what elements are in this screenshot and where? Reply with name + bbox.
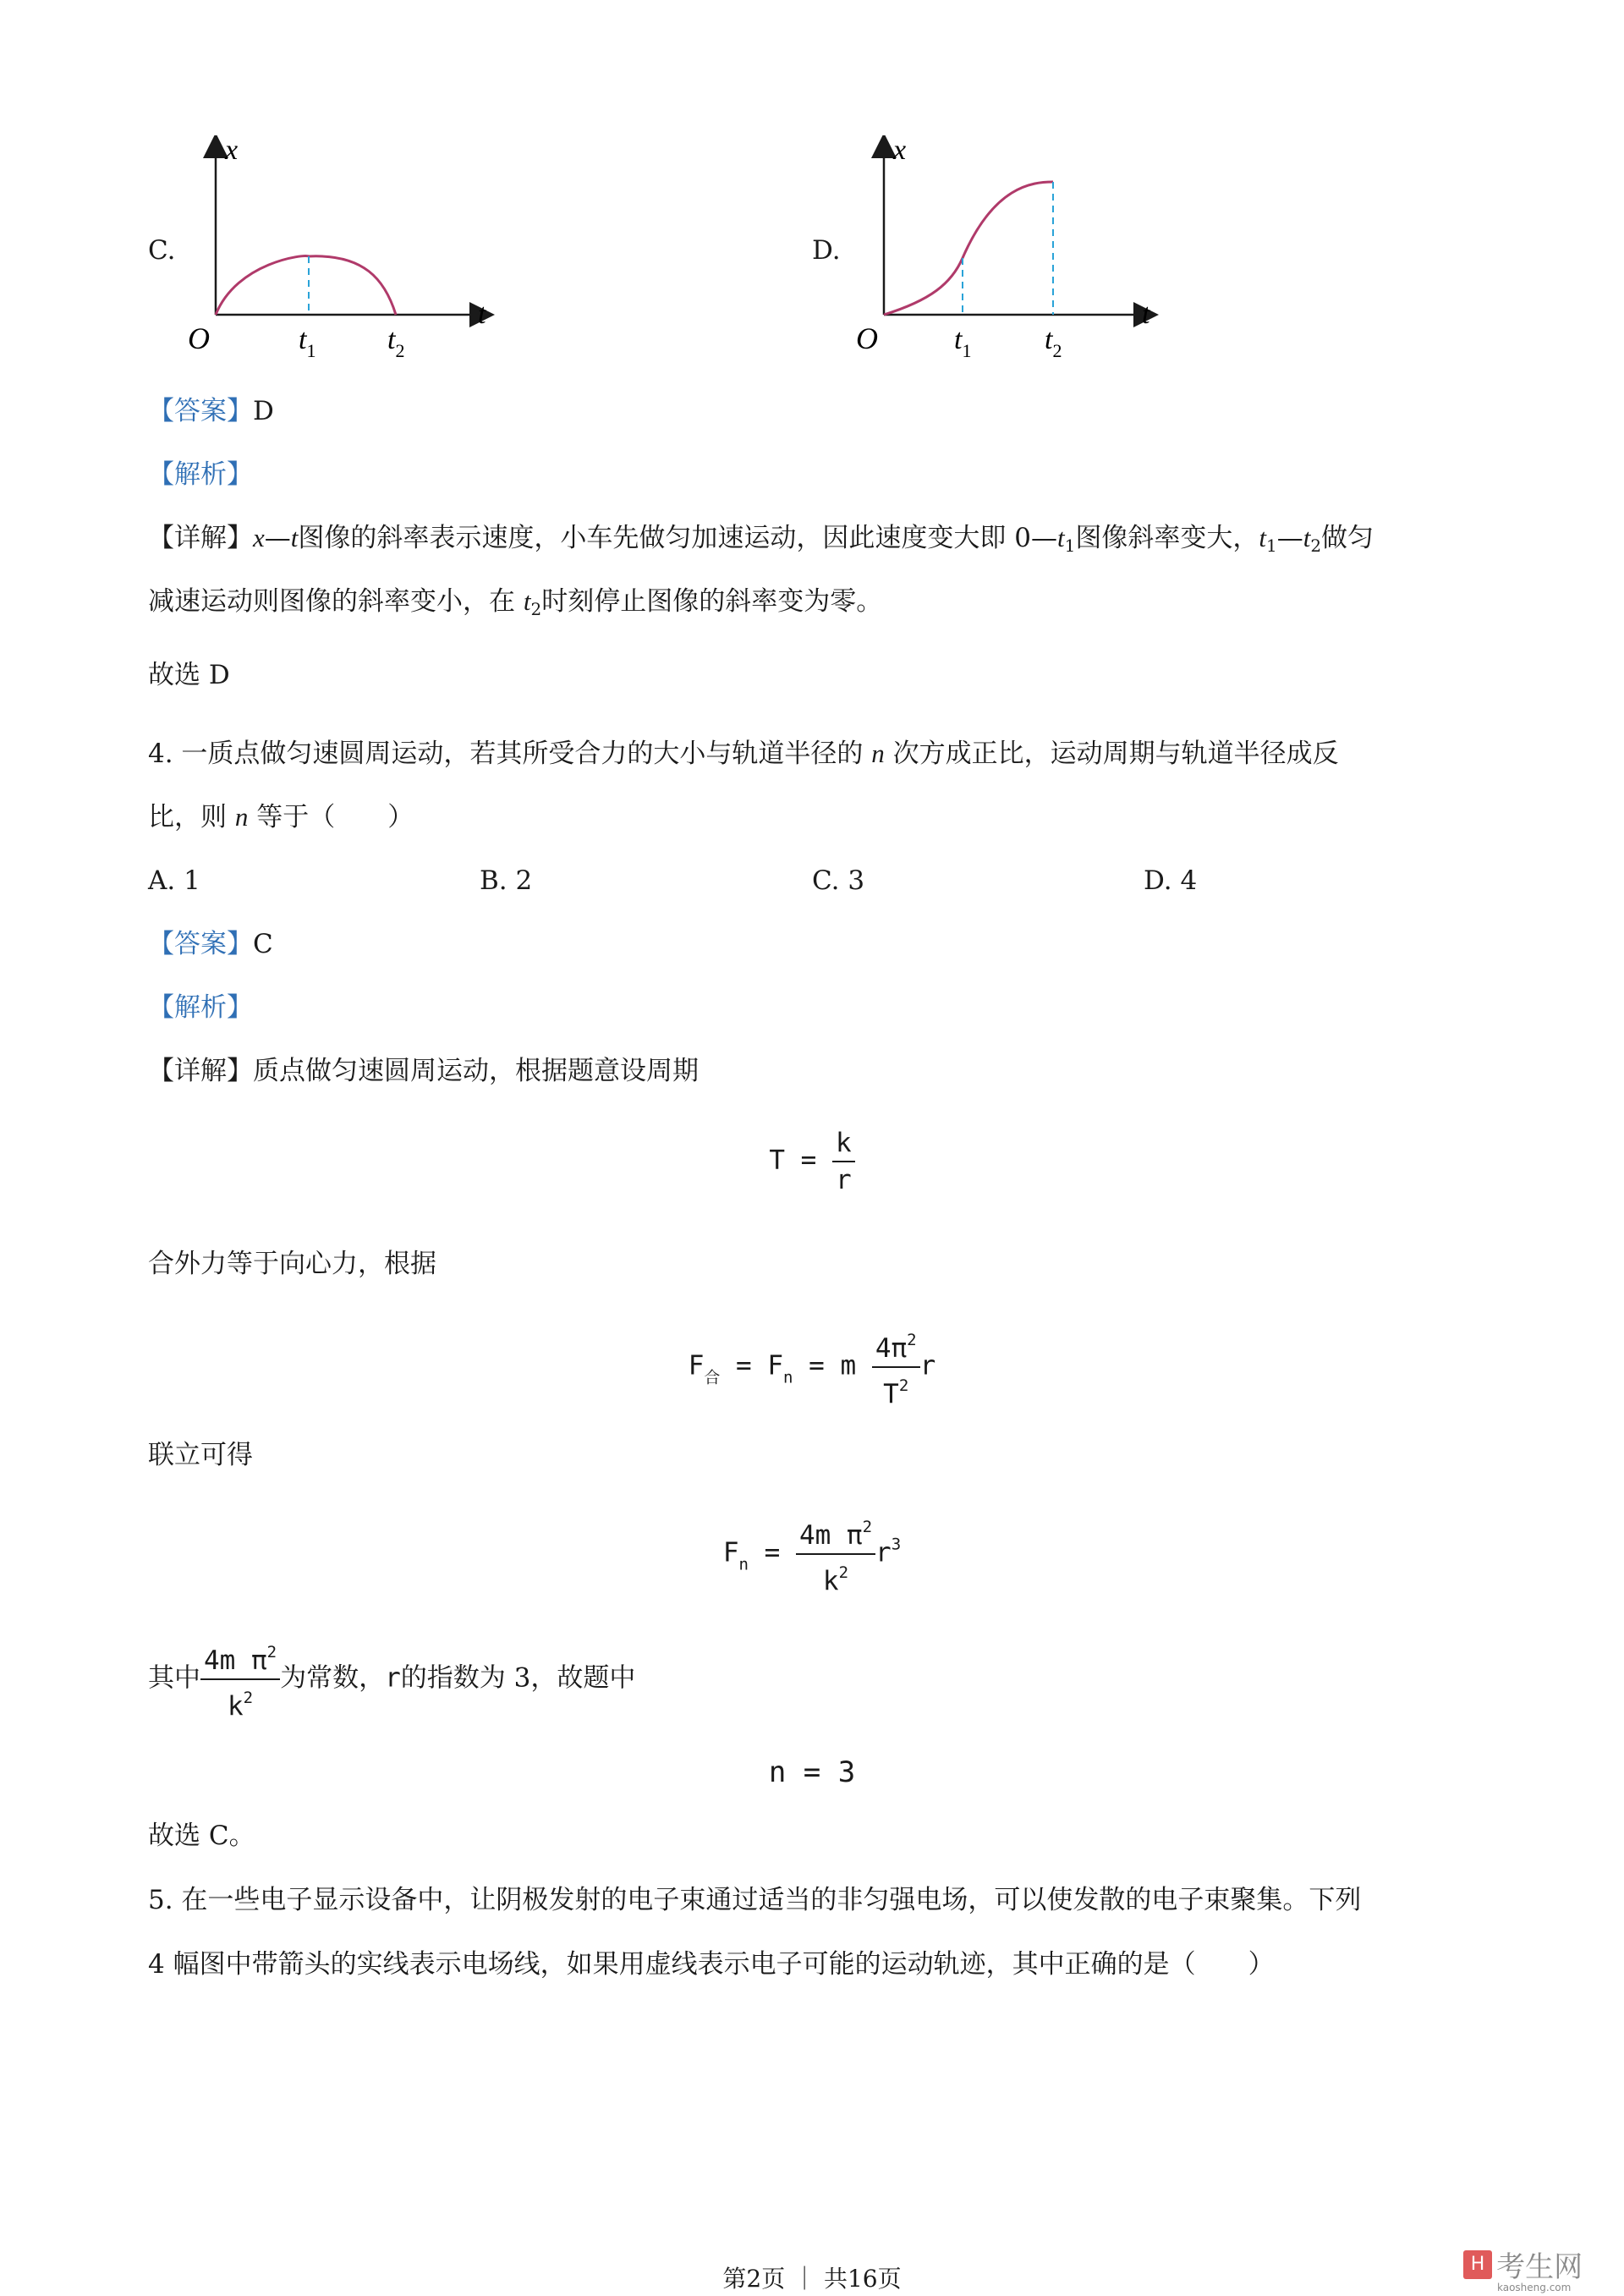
q5-stem-line-1: 5. 在一些电子显示设备中，让阴极发射的电子束通过适当的非匀强电场，可以使发散的电子束聚集。下列 — [148, 1885, 1362, 1915]
subscript: 1 — [1265, 536, 1277, 556]
var-r: r — [385, 1662, 401, 1694]
origin-label: O — [188, 321, 210, 355]
q4-option-c: C. 3 — [812, 865, 865, 896]
t-label: t — [478, 299, 486, 330]
var-t: t — [290, 523, 299, 552]
q4-stem-line-2 — [148, 800, 414, 834]
text: 比，则 — [148, 802, 235, 832]
t1-label: $t_1$ — [299, 324, 316, 361]
page-footer: 第2页 ｜ 共16页 — [722, 2265, 902, 2293]
q5-stem-line-2: 4 幅图中带箭头的实线表示电场线，如果用虚线表示电子可能的运动轨迹，其中正确的是（ ） — [148, 1949, 1275, 1980]
graph-option-c — [169, 135, 524, 368]
t2-label: $t_2$ — [387, 324, 405, 361]
subscript: n — [738, 1555, 749, 1574]
q3-answer — [148, 394, 274, 428]
var-t: t — [1056, 523, 1065, 552]
var-n: n — [234, 802, 249, 832]
curve-d — [884, 182, 1053, 315]
x-label: x — [893, 135, 907, 166]
eq-tail: r — [875, 1537, 892, 1568]
denominator: $T^2$ — [883, 1376, 909, 1409]
detail-tag: 【详解】 — [148, 1056, 253, 1086]
option-c-label: C. — [148, 235, 176, 266]
q3-analysis — [148, 458, 253, 492]
eq-mid: = — [748, 1537, 781, 1568]
fraction — [832, 1125, 855, 1198]
denominator: $k^2$ — [822, 1563, 849, 1596]
var-t: t — [1303, 523, 1311, 552]
fraction — [200, 1634, 280, 1724]
q4-analysis — [148, 991, 253, 1024]
subscript: 2 — [1310, 536, 1322, 556]
answer-tag: 【答案】 — [148, 396, 253, 426]
q4-text-2: 合外力等于向心力，根据 — [148, 1249, 436, 1279]
watermark-sub: kaosheng.com — [1497, 2282, 1572, 2293]
q3-conclusion: 故选 D — [148, 660, 230, 690]
watermark-text: 考生网 — [1496, 2250, 1583, 2284]
text: 减速运动则图像的斜率变小，在 — [148, 586, 524, 617]
q4-text-4 — [148, 1634, 635, 1724]
q4-conclusion: 故选 C。 — [148, 1821, 255, 1851]
text: 做匀 — [1321, 523, 1374, 553]
answer-value: C — [253, 929, 273, 959]
subscript: 1 — [1064, 536, 1076, 556]
var-t: t — [1259, 523, 1266, 552]
t2-label: $t_2$ — [1045, 324, 1062, 361]
q4-option-a: A. 1 — [148, 865, 200, 896]
numerator: 4m $\pi^2$ — [200, 1634, 280, 1680]
t-label: t — [1142, 299, 1150, 330]
text: 图像的斜率表示速度，小车先做匀加速运动，因此速度变大即 0— — [298, 523, 1057, 553]
eq-f: F — [722, 1537, 739, 1568]
text: 的指数为 3，故题中 — [400, 1662, 636, 1694]
var-n: n — [871, 739, 885, 768]
equation-force — [0, 1322, 1624, 1412]
q4-text-3: 联立可得 — [148, 1440, 253, 1470]
dash: — — [264, 523, 291, 553]
eq-f: F — [688, 1350, 705, 1381]
text: 次方成正比，运动周期与轨道半径成反 — [884, 739, 1339, 769]
text: 质点做匀速圆周运动，根据题意设周期 — [253, 1056, 699, 1086]
analysis-tag: 【解析】 — [148, 992, 253, 1023]
q3-detail-line-1 — [148, 521, 1374, 563]
text: 图像斜率变大， — [1075, 523, 1259, 553]
q4-option-d: D. 4 — [1144, 865, 1198, 896]
subscript: n — [783, 1368, 793, 1387]
equation-period — [0, 1125, 1624, 1198]
text: 为常数， — [280, 1662, 386, 1694]
fraction — [796, 1509, 875, 1599]
equation-combined — [0, 1509, 1624, 1599]
superscript: 3 — [891, 1535, 902, 1554]
eq-tail: r — [919, 1350, 936, 1381]
t1-label: $t_1$ — [954, 324, 972, 361]
subscript: 2 — [530, 599, 542, 619]
dash: — — [1276, 523, 1303, 553]
q3-detail-line-2 — [148, 585, 882, 626]
fraction — [872, 1322, 920, 1412]
text: 等于（ ） — [248, 802, 414, 832]
q4-answer — [148, 927, 273, 961]
q4-detail — [148, 1054, 699, 1088]
denominator: r — [836, 1165, 852, 1195]
watermark — [1463, 2244, 1583, 2293]
eq-mid: = F — [720, 1350, 784, 1381]
text: 其中 — [148, 1662, 200, 1694]
detail-tag: 【详解】 — [148, 523, 253, 553]
answer-tag: 【答案】 — [148, 929, 253, 959]
numerator: 4m $\pi^2$ — [796, 1509, 875, 1555]
x-label: x — [225, 135, 239, 166]
numerator: k — [832, 1125, 855, 1162]
q4-stem-line-1 — [148, 737, 1339, 771]
answer-value: D — [253, 396, 274, 426]
option-d-label: D. — [812, 235, 841, 266]
eq-mid: = m — [793, 1350, 857, 1381]
denominator: $k^2$ — [227, 1689, 254, 1722]
var-t: t — [523, 586, 531, 616]
numerator: $4\pi^2$ — [872, 1322, 920, 1368]
text: 时刻停止图像的斜率变为零。 — [541, 586, 883, 617]
text: 4. 一质点做匀速圆周运动，若其所受合力的大小与轨道半径的 — [148, 739, 872, 769]
curve-c — [216, 256, 396, 315]
origin-label: O — [856, 321, 878, 355]
subscript: 合 — [704, 1368, 721, 1387]
graph-option-d — [837, 135, 1193, 368]
equation-n: n = 3 — [768, 1755, 856, 1789]
analysis-tag: 【解析】 — [148, 459, 253, 490]
watermark-logo-icon: H — [1463, 2250, 1492, 2279]
eq-lhs: T = — [769, 1145, 817, 1176]
var-x: x — [253, 523, 265, 552]
q4-option-b: B. 2 — [480, 865, 533, 896]
